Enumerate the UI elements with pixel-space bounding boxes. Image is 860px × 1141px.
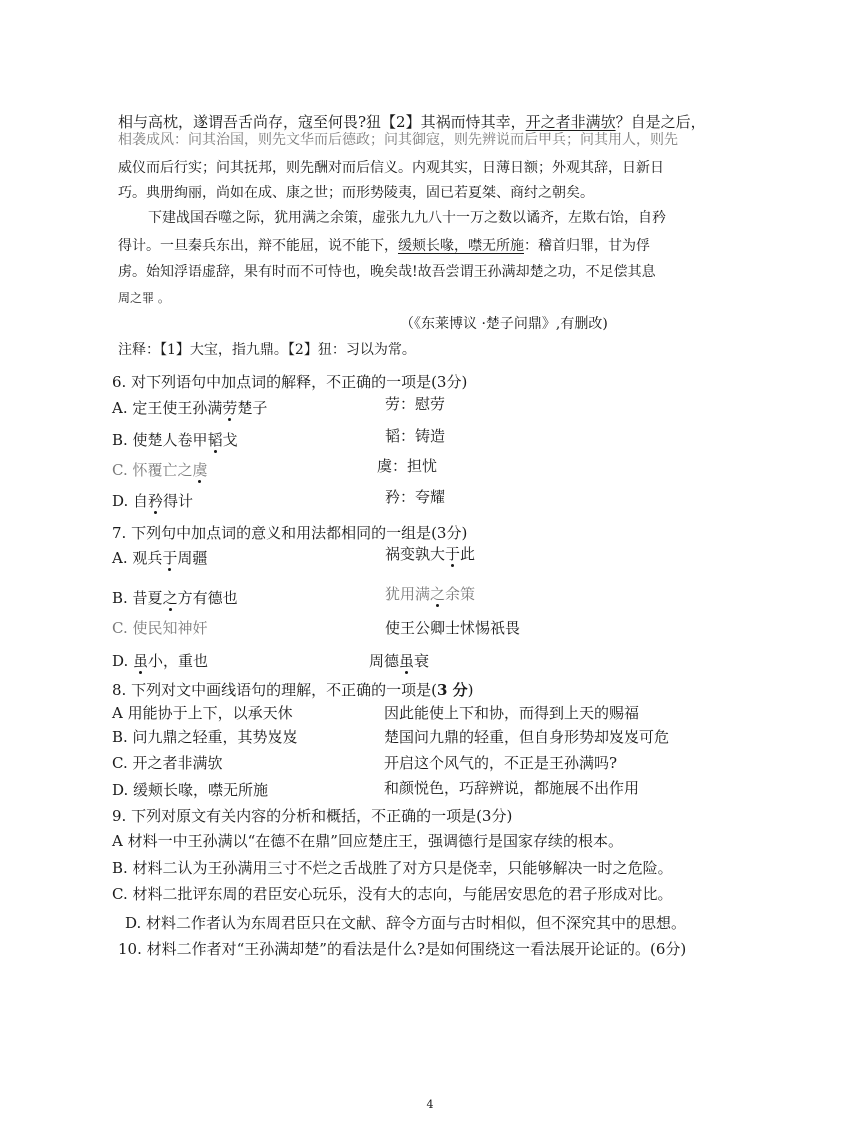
stem-text: 8. 下列对文中画线语句的理解，不正确的一项是( [112, 681, 437, 699]
dotted-word: 之 [430, 585, 446, 603]
q8-option-c: C. 开之者非满欤 [112, 754, 223, 772]
q9-option-c: C. 材料二批评东周的君臣安心玩乐，没有大的志向，与能居安思危的君子形成对比。 [112, 885, 673, 903]
q8-option-d: D. 缓颊长喙，噤无所施 [112, 781, 269, 799]
option-text: A. 定王使王孙满 [112, 399, 223, 417]
option-text: 周德 [369, 652, 400, 670]
q7-option-c: C. 使民知神奸 [112, 619, 208, 637]
q8-option-b: B. 问九鼎之轻重，其势岌岌 [112, 728, 298, 746]
option-text: 小，重也 [148, 652, 209, 670]
q8-option-a-meaning: 因此能使上下和协，而得到上天的赐福 [384, 704, 640, 722]
q9-option-d: D. 材料二作者认为东周君臣只在文献、辞令方面与古时相似，但不深究其中的思想。 [125, 914, 687, 932]
q8-option-a: A 用能协于上下，以承天休 [112, 704, 293, 722]
q7-option-d-pair [369, 651, 429, 671]
passage-line-5: 下建战国吞噬之际，犹用满之余策，虚张九九八十一万之数以谲齐，左欺右饴，自矜 [148, 210, 666, 226]
q7-option-b-pair [385, 584, 475, 604]
q9-option-b: B. 材料二认为王孙满用三寸不烂之舌战胜了对方只是侥幸，只能够解决一时之危险。 [112, 859, 673, 877]
option-text: A. 观兵 [112, 549, 163, 567]
option-text: 周疆 [177, 549, 208, 567]
dotted-word: 之 [162, 589, 178, 607]
option-text: 得计 [163, 492, 194, 510]
passage-text: ？自是之后， [615, 113, 706, 131]
q9-stem: 9. 下列对原文有关内容的分析和概括，不正确的一项是(3分) [112, 807, 513, 825]
q6-option-d [112, 491, 193, 511]
dotted-word: 虽 [133, 652, 149, 670]
option-text: 方有德也 [177, 589, 238, 607]
option-text: 戈 [222, 431, 238, 449]
q7-stem: 7. 下列句中加点词的意义和用法都相同的一组是(3分) [112, 524, 468, 542]
underlined-sentence-2: 缓颊长喙，噤无所施 [398, 238, 524, 254]
underlined-sentence-1: 开之者非满欤 [525, 113, 616, 131]
q6-option-a [112, 398, 267, 418]
passage-text: 得计。一旦秦兵东出，辩不能屈，说不能下， [118, 238, 398, 254]
option-text: 余策 [445, 585, 476, 603]
passage-line-8: 周之罪 。 [118, 291, 170, 305]
q9-option-a: A 材料一中王孙满以“在德不在鼎”回应楚庄王，强调德行是国家存续的根本。 [112, 832, 623, 850]
option-text: 此 [460, 545, 476, 563]
option-text: 祸变孰大 [385, 545, 446, 563]
q6-stem: 6. 对下列语句中加点词的解释，不正确的一项是(3分) [112, 373, 468, 391]
option-text: 楚子 [237, 399, 268, 417]
annotation-note: 注释：【1】大宝，指九鼎。【2】狃：习以为常。 [118, 342, 416, 358]
option-text: 衰 [414, 652, 430, 670]
passage-text: ：稽首归罪，甘为俘 [524, 238, 650, 254]
source-citation: （《东莱博议 ·楚子问鼎》,有删改) [400, 316, 608, 332]
option-text: D. [112, 652, 134, 670]
q6-explain-b: 韬：铸造 [385, 427, 446, 445]
dotted-word: 韬 [207, 431, 223, 449]
dotted-word: 劳 [222, 399, 238, 417]
page-number: 4 [426, 1098, 434, 1111]
dotted-word: 矜 [148, 492, 164, 510]
q10-stem: 10. 材料二作者对“王孙满却楚”的看法是什么?是如何围绕这一看法展开论证的。(6分) [118, 940, 687, 958]
q8-stem [112, 680, 473, 700]
dotted-word: 虞 [192, 461, 208, 479]
q7-option-c-pair: 使王公卿士怵惕祇畏 [385, 619, 521, 637]
passage-line-1 [118, 112, 706, 132]
q7-option-b [112, 588, 238, 608]
passage-line-4: 巧。典册绚丽，尚如在成、康之世；而形势陵夷，固已若夏桀、商纣之朝矣。 [118, 185, 594, 201]
q8-option-d-meaning: 和颜悦色，巧辞辨说，都施展不出作用 [384, 779, 640, 797]
q6-option-b [112, 430, 238, 450]
option-text: B. 昔夏 [112, 589, 163, 607]
q7-option-a [112, 548, 207, 568]
option-text: B. 使楚人卷甲 [112, 431, 208, 449]
q6-explain-d: 矜：夸耀 [385, 488, 446, 506]
q6-explain-c: 虞：担忧 [377, 457, 438, 475]
passage-line-7: 虏。始知浮语虚辞，果有时而不可恃也，晚矣哉!故吾尝谓王孙满却楚之功，不足偿其息 [118, 264, 656, 280]
passage-line-6 [118, 236, 650, 256]
option-text: C. 怀覆亡之 [112, 461, 193, 479]
q7-option-a-pair [385, 544, 475, 564]
passage-text: 相与高枕，遂谓吾舌尚存，寇至何畏?狃【2】其祸而恃其幸， [118, 113, 526, 131]
option-text: D. 自 [112, 492, 149, 510]
score-text: 3 分 [436, 681, 468, 699]
dotted-word: 虽 [399, 652, 415, 670]
dotted-word: 于 [162, 549, 178, 567]
q8-option-c-meaning: 开启这个风气的，不正是王孙满吗? [384, 754, 618, 772]
q8-option-b-meaning: 楚国问九鼎的轻重，但自身形势却岌岌可危 [384, 728, 670, 746]
q7-option-d [112, 651, 208, 671]
q6-explain-a: 劳：慰劳 [385, 395, 446, 413]
dotted-word: 于 [445, 545, 461, 563]
passage-line-3: 威仪而后行实；问其抚邦，则先酬对而后信义。内观其实，日薄日额；外观其辞，日新日 [118, 160, 664, 176]
stem-text: ) [467, 681, 474, 699]
option-text: 犹用满 [385, 585, 431, 603]
q6-option-c [112, 460, 208, 480]
passage-line-2: 相袭成风：问其治国，则先文华而后德政；问其御寇，则先辨说而后甲兵；问其用人，则先 [118, 132, 678, 148]
